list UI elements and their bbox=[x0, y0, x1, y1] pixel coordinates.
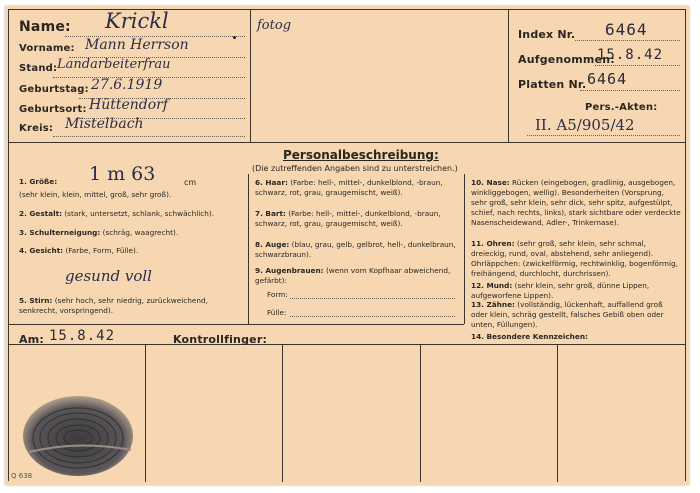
vorname-label: Vorname: bbox=[19, 43, 75, 54]
right-border bbox=[685, 9, 686, 481]
geburtstag-value: 27.6.1919 bbox=[91, 77, 163, 93]
form-label: Form: bbox=[267, 290, 288, 299]
item-schulter-text: (schräg, waagrecht). bbox=[102, 228, 179, 237]
desc-col1 bbox=[248, 174, 249, 324]
kontrollfinger-label: Kontrollfinger: bbox=[173, 333, 268, 346]
item-ohren bbox=[471, 239, 681, 279]
item-nase-text: Rücken (eingebogen, gradlinig, ausgebogen, winkliggebogen, wellig). Besonderheiten (Vorsprung, sehr groß, sehr klein, sehr dick, sehr spitz, aufgestülpt, schief, nach rechts, links), stark sichtbare oder verdeckte Nasenscheidewand, Adler-, Trinkernase). bbox=[471, 178, 681, 227]
item-stirn-label: 5. Stirn: bbox=[19, 296, 53, 305]
geburtsort-value: Hüttendorf bbox=[89, 97, 169, 113]
item-haar bbox=[255, 178, 459, 198]
akten-dotline bbox=[527, 135, 680, 136]
header-col2 bbox=[508, 9, 509, 142]
size-value: 1 m 63 bbox=[89, 163, 156, 185]
description-title: Personalbeschreibung: bbox=[283, 148, 439, 162]
item-kennzeichen bbox=[471, 332, 681, 342]
desc-bottom-left bbox=[8, 324, 464, 325]
item-schulter-label: 3. Schulterneigung: bbox=[19, 228, 101, 237]
item-nase bbox=[471, 178, 681, 228]
item-kennzeichen-label: 14. Besondere Kennzeichen: bbox=[471, 332, 588, 341]
item-gesicht-label: 4. Gesicht: bbox=[19, 246, 64, 255]
description-subtitle: (Die zutreffenden Angaben sind zu unterstreichen.) bbox=[252, 164, 458, 173]
stand-label: Stand: bbox=[19, 63, 58, 74]
item-zaehne bbox=[471, 300, 681, 330]
am-label: Am: bbox=[19, 333, 44, 346]
item-groesse-label: 1. Größe: bbox=[19, 177, 58, 186]
dot-mark bbox=[233, 36, 236, 39]
footer-divider bbox=[8, 344, 686, 345]
item-nase-label: 10. Nase: bbox=[471, 178, 510, 187]
finger-col2 bbox=[282, 344, 283, 482]
fingerprint-image bbox=[21, 390, 136, 476]
item-groesse-text: (sehr klein, klein, mittel, groß, sehr groß). bbox=[19, 190, 172, 199]
index-value: 6464 bbox=[605, 20, 648, 39]
item-gestalt-label: 2. Gestalt: bbox=[19, 209, 62, 218]
item-ohren-text: (sehr groß, sehr klein, sehr schmal, dreieckig, rund, oval, abstehend, sehr anliegend). Ohrläppchen: (zwickelförmig, rechtwinklig, bogenförmig, freihängend, durchlocht, durchrissen). bbox=[471, 239, 678, 278]
geburtstag-label: Geburtstag: bbox=[19, 84, 89, 95]
item-bart-label: 7. Bart: bbox=[255, 209, 286, 218]
aufgenommen-dotline bbox=[595, 65, 680, 66]
form-dotline bbox=[290, 298, 455, 299]
name-value: Krickl bbox=[105, 9, 169, 33]
personnel-card bbox=[5, 6, 689, 485]
fuelle-dotline bbox=[290, 316, 455, 317]
item-zaehne-text: (vollständig, lückenhaft, auffallend groß oder klein, schräg gestellt, falsches Gebiß oben oder unten, Füllungen). bbox=[471, 300, 664, 329]
fuelle-label: Fülle: bbox=[267, 308, 287, 317]
item-auge bbox=[255, 240, 459, 260]
header-col1 bbox=[250, 9, 251, 142]
geburtsort-label: Geburtsort: bbox=[19, 104, 87, 115]
left-border bbox=[8, 9, 9, 481]
item-gesicht bbox=[19, 246, 243, 256]
platten-dotline bbox=[580, 90, 680, 91]
aufgenommen-label: Aufgenommen: bbox=[518, 53, 615, 66]
item-augenbrauen-label: 9. Augenbrauen: bbox=[255, 266, 324, 275]
item-gestalt bbox=[19, 209, 243, 219]
kreis-value: Mistelbach bbox=[65, 116, 144, 132]
item-gestalt-text: (stark, untersetzt, schlank, schwächlich). bbox=[64, 209, 215, 218]
item-groesse bbox=[19, 163, 243, 200]
finger-col3 bbox=[420, 344, 421, 482]
item-augenbrauen-text: (wenn vom Kopfhaar abweichend, gefärbt): bbox=[255, 266, 451, 285]
platten-value: 6464 bbox=[587, 70, 628, 88]
akten-label: Pers.-Akten: bbox=[585, 102, 658, 113]
item-mund bbox=[471, 281, 681, 301]
vorname-value: Mann Herrson bbox=[85, 37, 189, 53]
item-augenbrauen bbox=[255, 266, 459, 286]
index-dotline bbox=[575, 40, 680, 41]
finger-col4 bbox=[557, 344, 558, 482]
stand-value: Landarbeiterfrau bbox=[57, 57, 171, 72]
item-gesicht-text: (Farbe, Form, Fülle). bbox=[65, 246, 139, 255]
item-stirn bbox=[19, 296, 243, 316]
item-auge-text: (blau, grau, gelb, gelbrot, hell-, dunkelbraun, schwarzbraun). bbox=[255, 240, 456, 259]
platten-label: Platten Nr. bbox=[518, 78, 587, 91]
header-divider bbox=[8, 142, 686, 143]
aufgenommen-value: 15.8.42 bbox=[597, 47, 664, 63]
item-mund-text: (sehr klein, sehr groß, dünne Lippen, aufgeworfene Lippen). bbox=[471, 281, 650, 300]
item-bart-text: (Farbe: hell-, mittel-, dunkelblond, -braun, schwarz, rot, grau, graugemischt, weiß). bbox=[255, 209, 441, 228]
akten-value: II. A5/905/42 bbox=[535, 116, 635, 134]
item-auge-label: 8. Auge: bbox=[255, 240, 290, 249]
size-unit: cm bbox=[184, 178, 197, 187]
face-value: gesund voll bbox=[65, 267, 152, 285]
item-bart bbox=[255, 209, 459, 229]
middle-note: fotog bbox=[257, 18, 292, 33]
item-mund-label: 12. Mund: bbox=[471, 281, 513, 290]
am-value: 15.8.42 bbox=[49, 328, 116, 344]
kreis-label: Kreis: bbox=[19, 123, 54, 134]
item-schulter bbox=[19, 228, 243, 238]
item-ohren-label: 11. Ohren: bbox=[471, 239, 515, 248]
item-zaehne-label: 13. Zähne: bbox=[471, 300, 515, 309]
item-stirn-text: (sehr hoch, sehr niedrig, zurückweichend, senkrecht, vorspringend). bbox=[19, 296, 208, 315]
print-code: Q 638 bbox=[11, 472, 33, 480]
kreis-dotline bbox=[53, 136, 245, 137]
item-haar-text: (Farbe: hell-, mittel-, dunkelblond, -braun, schwarz, rot, grau, graugemischt, weiß). bbox=[255, 178, 443, 197]
name-label: Name: bbox=[19, 19, 71, 35]
finger-col1 bbox=[145, 344, 146, 482]
item-haar-label: 6. Haar: bbox=[255, 178, 288, 187]
desc-col2 bbox=[464, 174, 465, 324]
index-label: Index Nr. bbox=[518, 28, 576, 41]
